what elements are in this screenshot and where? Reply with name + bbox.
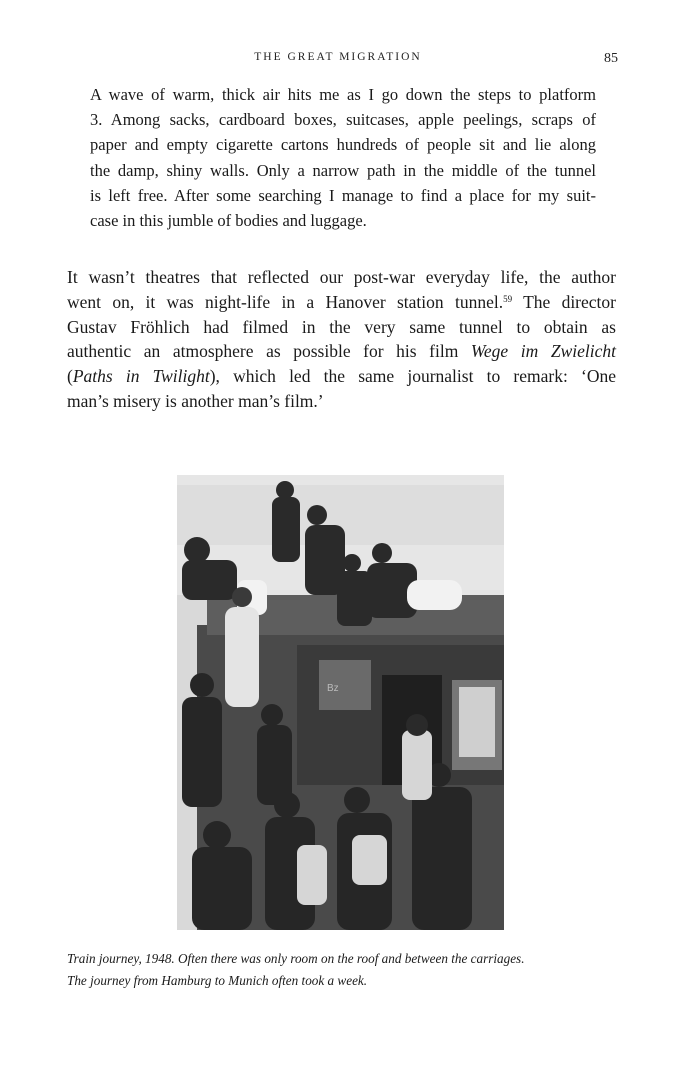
running-title: THE GREAT MIGRATION bbox=[254, 51, 422, 63]
body-line: Gustav Fröhlich had filmed in the very same tunnel to obtain as bbox=[67, 316, 616, 337]
quote-line: A wave of warm, thick air hits me as I go down the steps to platform bbox=[90, 85, 596, 104]
body-paragraph bbox=[67, 265, 616, 414]
film-title: Wege im Zwielicht bbox=[470, 341, 616, 362]
body-text-segment: ( bbox=[67, 366, 73, 387]
running-head bbox=[0, 51, 676, 71]
body-text-segment: went on, it was night-life in a Hanover station tunnel. bbox=[67, 291, 504, 312]
body-text-segment: ), which led the same journalist to remark: ‘One bbox=[209, 366, 616, 387]
quote-line: 3. Among sacks, cardboard boxes, suitcases, apple peelings, scraps of bbox=[90, 110, 596, 130]
body-line: man’s misery is another man’s film.’ bbox=[67, 390, 324, 411]
quote-line: paper and empty cigarette cartons hundreds of people sit and lie along bbox=[90, 135, 596, 155]
photo-illustration bbox=[177, 475, 504, 930]
block-quote bbox=[90, 82, 596, 233]
film-translation: Paths in Twilight bbox=[72, 366, 210, 387]
quote-line: the damp, shiny walls. Only a narrow path in the middle of the tunnel bbox=[90, 160, 596, 180]
body-line bbox=[67, 364, 616, 389]
quote-line: case in this jumble of bodies and luggage. bbox=[90, 211, 367, 231]
footnote-marker[interactable]: 59 bbox=[503, 293, 513, 304]
carriage-marking: Bz bbox=[327, 683, 339, 694]
caption-line: The journey from Hamburg to Munich often took a week. bbox=[67, 972, 368, 988]
body-line bbox=[67, 339, 616, 364]
body-text-segment: authentic an atmosphere as possible for his film bbox=[67, 341, 471, 362]
body-line: It wasn’t theatres that reflected our post-war everyday life, the author bbox=[67, 267, 616, 287]
page-number: 85 bbox=[604, 51, 618, 66]
body-line bbox=[67, 290, 616, 315]
quote-line: is left free. After some searching I manage to find a place for my suit- bbox=[90, 185, 596, 205]
caption-line: Train journey, 1948. Often there was only room on the roof and between the carriages. bbox=[67, 951, 525, 966]
train-photograph bbox=[177, 475, 504, 930]
body-text-segment: The director bbox=[512, 291, 616, 312]
figure-caption bbox=[67, 948, 627, 991]
